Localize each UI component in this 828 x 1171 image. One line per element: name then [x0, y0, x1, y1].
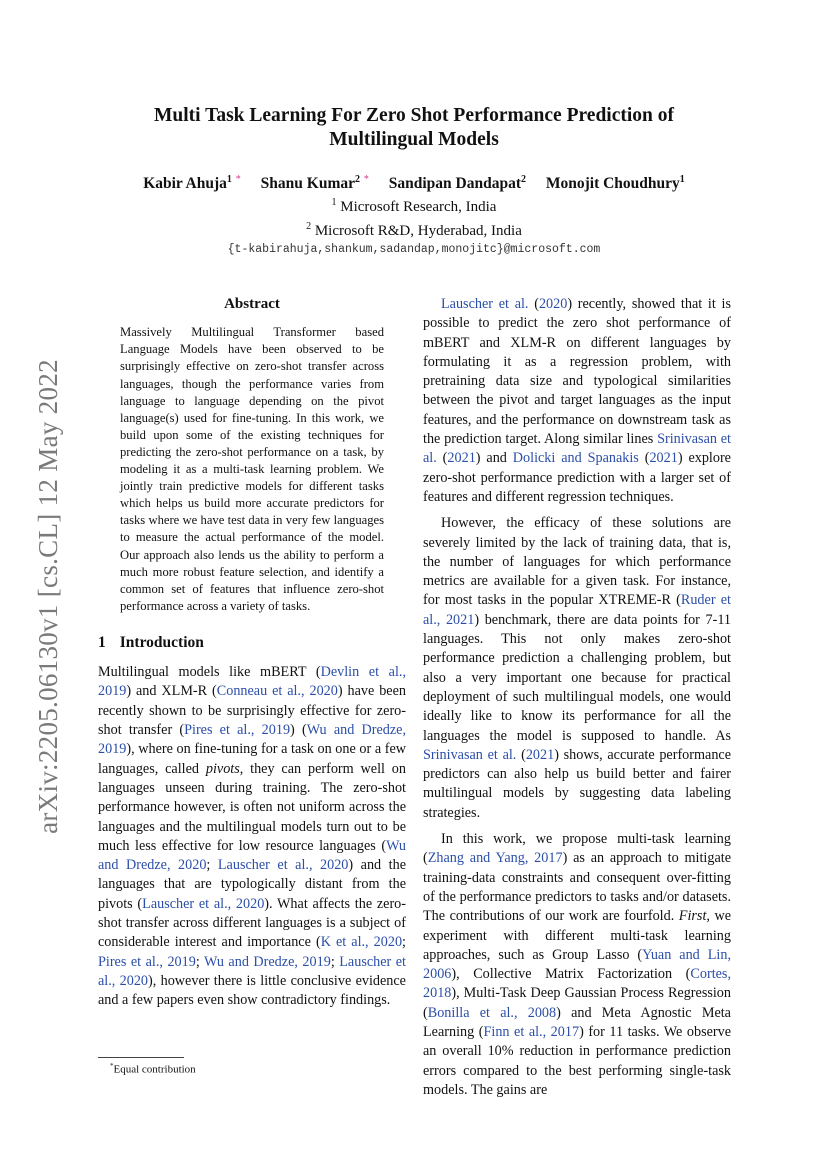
paragraph-text: ; — [330, 953, 340, 970]
paragraph-text: , they can perform well on languages unseen during training. The zero-shot performance however, is often not uniform across the languages and the multilingual models turn out to be much less effective for low resource languages ( — [98, 760, 406, 854]
citation-link[interactable]: Wu and Dredze, 2019 — [204, 953, 331, 970]
author-emails[interactable]: {t-kabirahuja,shankum,sadandap,monojitc}@microsoft.com — [227, 243, 601, 257]
citation-link[interactable]: 2020 — [538, 296, 568, 312]
affiliation-text: Microsoft R&D, Hyderabad, India — [314, 223, 522, 240]
affiliation — [98, 217, 730, 241]
paragraph-text: ) benchmark, there are data points for 7-11 languages. This not only makes zero-shot performance prediction a challenging problem, but also a very important one because for practical deployment of such multilingual models, one would ideally like to know its performance for all the languages the model is supposed to handle. As — [423, 611, 731, 744]
section-heading-introduction — [98, 633, 406, 652]
citation-link[interactable]: Finn et al., 2017 — [483, 1023, 580, 1040]
paragraph-text: ) have been recently shown to be surprisingly effective for zero-shot transfer ( — [98, 683, 406, 739]
paragraph-text: ) as an approach to mitigate training-data constraints and consequent over-fitting of the performance predictors to tasks and/or datasets. The contributions of our work are fourfold. — [423, 850, 731, 925]
citation-link[interactable]: K et al., 2020 — [320, 934, 403, 951]
affiliation-mark: 2 — [306, 221, 312, 233]
author-affiliation-mark: 2 — [354, 174, 360, 185]
author-name: Monojit Choudhury — [545, 175, 680, 193]
paragraph-text: ), Multi-Task Deep Gaussian Process Regression ( — [423, 985, 731, 1021]
citation-link[interactable]: Dolicki and Spanakis — [512, 450, 639, 467]
paragraph-text: However, the efficacy of these solutions are severely limited by the lack of training data, that is, the number of languages for which performance metrics are available for a given task. For instance, for most tasks in the popular XTREME-R ( — [423, 515, 731, 609]
author — [546, 175, 685, 192]
author — [143, 175, 241, 192]
affiliation-mark: 1 — [331, 197, 337, 209]
citation-link[interactable]: 2021 — [649, 450, 678, 467]
paragraph-text: ; — [402, 934, 406, 951]
emphasis-text: First, — [678, 908, 710, 925]
body-paragraph — [423, 514, 731, 823]
paragraph-text: ), Collective Matrix Factorization ( — [451, 966, 691, 983]
paragraph-text: ( — [528, 296, 539, 312]
left-column — [98, 295, 406, 1011]
author-list — [98, 174, 730, 193]
citation-link[interactable]: Cortes, 2018 — [423, 966, 731, 1002]
citation-link[interactable]: Conneau et al., 2020 — [216, 683, 338, 700]
right-column — [423, 295, 731, 1107]
paragraph-text: ; — [195, 953, 205, 970]
citation-link[interactable]: Bonilla et al., 2008 — [427, 1004, 557, 1021]
intro-paragraph — [98, 663, 406, 1010]
author-name: Kabir Ahuja — [143, 175, 227, 193]
citation-link[interactable]: Pires et al., 2019 — [98, 953, 196, 970]
paragraph-text: ). What affects the zero-shot transfer across different languages is a subject of considerable interest and importance ( — [98, 895, 406, 951]
citation-link[interactable]: Devlin et al., 2019 — [98, 664, 406, 700]
citation-link[interactable]: Wu and Dredze, 2020 — [98, 837, 406, 874]
citation-link[interactable]: Ruder et al., 2021 — [423, 592, 731, 628]
citation-link[interactable]: Wu and Dredze, 2019 — [98, 722, 407, 758]
author — [261, 175, 369, 192]
citation-link[interactable]: 2021 — [447, 450, 476, 467]
citation-link[interactable]: Yuan and Lin, 2006 — [423, 946, 732, 983]
title-line-2: Multilingual Models — [329, 129, 499, 150]
citation-link[interactable]: 2021 — [525, 746, 555, 763]
paragraph-text: ), however there is little conclusive evidence and a few papers even show contradictory findings. — [98, 972, 406, 1009]
paragraph-text: ( — [638, 450, 650, 467]
paragraph-text: ) ( — [290, 722, 307, 739]
paragraph-text: ) for 11 tasks. We observe an overall 10% reduction in performance prediction errors compared to the best performing single-task models. The gains are — [423, 1023, 732, 1098]
footnote-text: Equal contribution — [113, 1063, 196, 1076]
author-affiliation-mark: 1 — [226, 174, 232, 185]
section-title: Introduction — [119, 633, 204, 651]
equal-contribution-mark: * — [363, 174, 369, 185]
paragraph-text: ) shows, accurate performance predictors can also help us build better and fairer multilingual models by suggesting data labeling strategies. — [423, 746, 732, 821]
paragraph-text: ) recently, showed that it is possible to predict the zero shot performance of mBERT and XLM-R on different languages by formulating it as a regression problem, with pretraining data size and typological similarities between the pivot and target languages as the input features, and the performance on downstream task as the prediction target. Along similar lines — [423, 296, 731, 448]
author-affiliation-mark: 2 — [520, 174, 526, 185]
arxiv-identifier-stamp — [18, 356, 78, 836]
paragraph-text: ; — [206, 857, 218, 874]
citation-link[interactable]: Pires et al., 2019 — [184, 722, 291, 739]
emphasis-text: pivots — [205, 760, 240, 777]
paragraph-text: we experiment with different multi-task learning approaches, such as Group Lasso ( — [423, 908, 731, 963]
citation-link[interactable]: Srinivasan et al. — [423, 431, 732, 467]
citation-link[interactable]: Lauscher et al., 2020 — [217, 857, 349, 874]
paper-title — [98, 104, 730, 152]
body-paragraph — [423, 830, 731, 1100]
arxiv-identifier-text: arXiv:2205.06130v1 [cs.CL] 12 May 2022 — [32, 358, 63, 834]
author-block — [98, 174, 730, 256]
section-number: 1 — [98, 633, 106, 651]
citation-link[interactable]: Lauscher et al., 2020 — [98, 953, 406, 989]
paragraph-text: ) and — [475, 450, 513, 467]
paragraph-text: ( — [516, 746, 526, 763]
paragraph-text: ), where on fine-tuning for a task on one or a few languages, called — [98, 741, 406, 777]
author-name: Sandipan Dandapat — [388, 175, 521, 193]
paragraph-text: Multilingual models like mBERT ( — [98, 664, 321, 681]
equal-contribution-mark: * — [235, 174, 241, 185]
paragraph-text: ) and Meta Agnostic Meta Learning ( — [423, 1004, 731, 1040]
citation-link[interactable]: Lauscher et al. — [441, 296, 529, 312]
footnote-separator — [98, 1057, 184, 1058]
body-paragraph — [423, 295, 731, 507]
footnote-mark: * — [110, 1062, 114, 1070]
abstract-body: Massively Multilingual Transformer based Language Models have been observed to be surprisingly effective on zero-shot transfer across languages, though the performance varies from language to language depending on the pivot language(s) used for fine-tuning. In this work, we build upon some of the existing techniques for predicting the zero-shot performance on a task, by modeling it as a multi-task learning problem. We jointly train predictive models for different tasks which helps us build more accurate predictors for tasks where we have test data in very few languages to measure the actual performance of the model. Our approach also lends us the ability to perform a much more robust feature selection, and identify a common set of features that influence zero-shot performance across a variety of tasks. — [120, 325, 384, 613]
citation-link[interactable]: Srinivasan et al. — [423, 746, 517, 763]
footnote — [110, 1062, 196, 1076]
author — [389, 175, 526, 192]
paragraph-text: ) and XLM-R ( — [126, 683, 217, 700]
paragraph-text: ) explore zero-shot performance prediction with a larger set of features and different regression techniques. — [423, 450, 731, 505]
affiliation — [98, 193, 730, 217]
paragraph-text: ) and the languages that are typologically distant from the pivots ( — [98, 857, 406, 912]
affiliation-text: Microsoft Research, India — [340, 199, 497, 216]
author-name: Shanu Kumar — [260, 175, 355, 193]
title-line-1: Multi Task Learning For Zero Shot Performance Prediction of — [154, 105, 674, 126]
abstract-heading: Abstract — [224, 296, 280, 312]
author-affiliation-mark: 1 — [679, 174, 685, 185]
paragraph-text: In this work, we propose multi-task learning ( — [423, 831, 731, 867]
paragraph-text: ( — [436, 450, 448, 467]
citation-link[interactable]: Zhang and Yang, 2017 — [427, 850, 563, 867]
citation-link[interactable]: Lauscher et al., 2020 — [142, 895, 265, 912]
